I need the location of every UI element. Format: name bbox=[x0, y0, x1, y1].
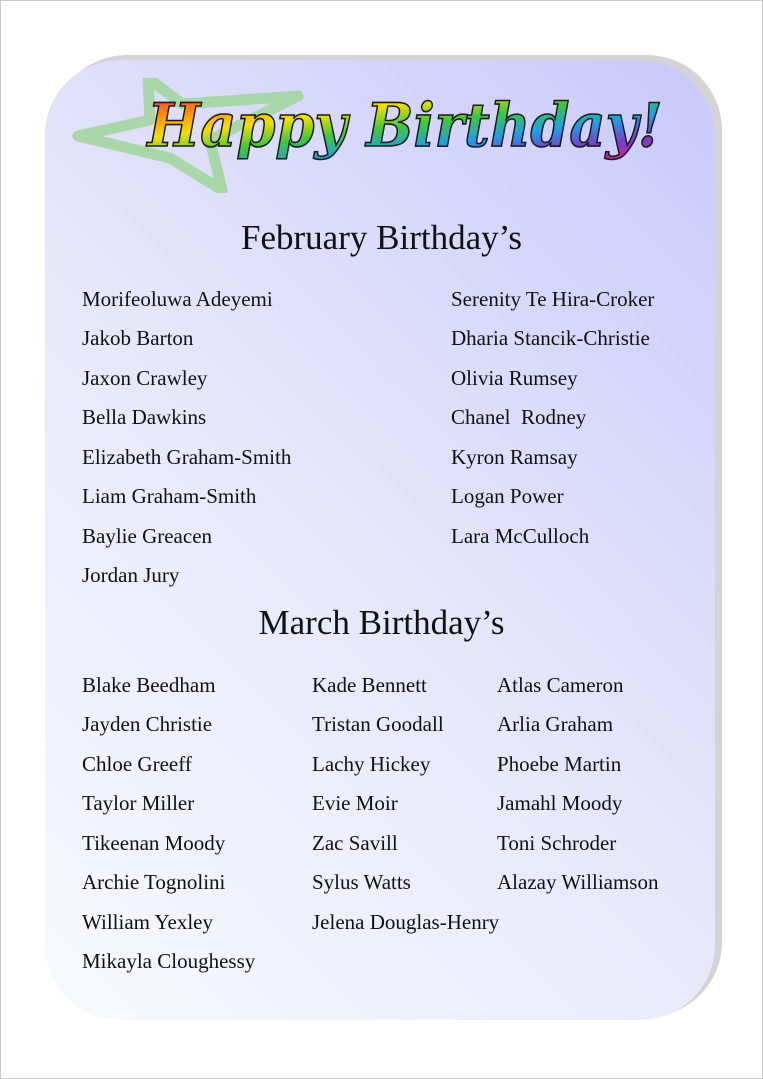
february-title: February Birthday’s bbox=[241, 218, 522, 257]
february-name: Elizabeth Graham-Smith bbox=[82, 445, 292, 469]
banner-text: Happy Birthday! bbox=[145, 91, 663, 161]
march-name: Evie Moir bbox=[312, 791, 398, 815]
february-name: Chanel Rodney bbox=[451, 405, 587, 429]
march-name: Sylus Watts bbox=[312, 870, 411, 894]
march-name: Alazay Williamson bbox=[497, 870, 659, 894]
february-name: Baylie Greacen bbox=[82, 524, 213, 548]
march-name: Atlas Cameron bbox=[497, 673, 624, 697]
february-name: Lara McCulloch bbox=[451, 524, 590, 548]
march-name: Phoebe Martin bbox=[497, 752, 622, 776]
march-name: Jelena Douglas-Henry bbox=[312, 910, 500, 934]
march-name: Jamahl Moody bbox=[497, 791, 623, 815]
march-title: March Birthday’s bbox=[258, 603, 505, 642]
march-name: William Yexley bbox=[82, 910, 213, 934]
march-name: Blake Beedham bbox=[82, 673, 216, 697]
february-name: Jordan Jury bbox=[82, 563, 180, 587]
february-name: Serenity Te Hira-Croker bbox=[451, 287, 655, 311]
march-name: Mikayla Cloughessy bbox=[82, 949, 256, 973]
march-name: Archie Tognolini bbox=[82, 870, 226, 894]
march-name: Zac Savill bbox=[312, 831, 398, 855]
march-name: Lachy Hickey bbox=[312, 752, 431, 776]
march-name: Chloe Greeff bbox=[82, 752, 192, 776]
march-name: Arlia Graham bbox=[497, 712, 614, 736]
march-name: Kade Bennett bbox=[312, 673, 427, 697]
february-name: Jaxon Crawley bbox=[82, 366, 208, 390]
february-name: Olivia Rumsey bbox=[451, 366, 578, 390]
march-name: Taylor Miller bbox=[82, 791, 195, 815]
march-name: Tristan Goodall bbox=[312, 712, 444, 736]
february-name: Dharia Stancik-Christie bbox=[451, 326, 650, 350]
happy-birthday-banner bbox=[140, 88, 670, 168]
february-name: Kyron Ramsay bbox=[451, 445, 578, 469]
february-name: Liam Graham-Smith bbox=[82, 484, 257, 508]
february-name: Jakob Barton bbox=[82, 326, 194, 350]
march-name: Tikeenan Moody bbox=[82, 831, 226, 855]
february-name: Logan Power bbox=[451, 484, 564, 508]
march-name: Jayden Christie bbox=[82, 712, 213, 736]
march-name: Toni Schroder bbox=[497, 831, 617, 855]
february-name: Morifeoluwa Adeyemi bbox=[82, 287, 273, 311]
february-name: Bella Dawkins bbox=[82, 405, 207, 429]
